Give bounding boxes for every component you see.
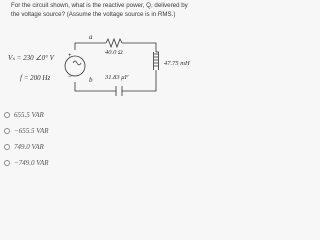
inductor-coils (154, 54, 158, 66)
source-plus-sign: + (68, 53, 72, 59)
resistor-symbol (106, 39, 122, 47)
radio-button[interactable] (4, 144, 10, 150)
option-4-label: −749.0 VAR (14, 159, 49, 167)
option-2-label: −655.5 VAR (14, 127, 49, 135)
option-3-label: 749.0 VAR (14, 143, 44, 151)
wire-top-right (122, 43, 156, 52)
source-voltage-label: Vₛ = 230 ∠0° V (8, 54, 54, 62)
source-wave (73, 61, 81, 65)
radio-button[interactable] (4, 128, 10, 134)
wire-top-left (75, 43, 106, 50)
node-b-label: b (89, 76, 93, 84)
wire-bottom-left (75, 82, 116, 91)
question-text: For the circuit shown, what is the reactive power, Q, delivered by the voltage source? (Assume the voltage source is in RMS.) (11, 2, 188, 18)
option-1-label: 655.5 VAR (14, 111, 44, 119)
resistor-value-label: 40.0 Ω (105, 49, 123, 56)
option-1[interactable] (4, 110, 44, 120)
inductor-value-label: 47.75 mH (164, 60, 190, 67)
frequency-label: f = 200 Hz (20, 74, 51, 82)
voltage-source-symbol (65, 56, 85, 76)
option-3[interactable] (4, 142, 44, 152)
capacitor-symbol (116, 86, 122, 96)
radio-button[interactable] (4, 112, 10, 118)
option-2[interactable] (4, 126, 49, 136)
source-minus-sign: − (68, 74, 72, 80)
option-4[interactable] (4, 158, 49, 168)
wire-bottom-right (122, 84, 156, 91)
radio-button[interactable] (4, 160, 10, 166)
node-a-label: a (89, 33, 93, 41)
capacitor-value-label: 31.83 μF (105, 74, 129, 81)
